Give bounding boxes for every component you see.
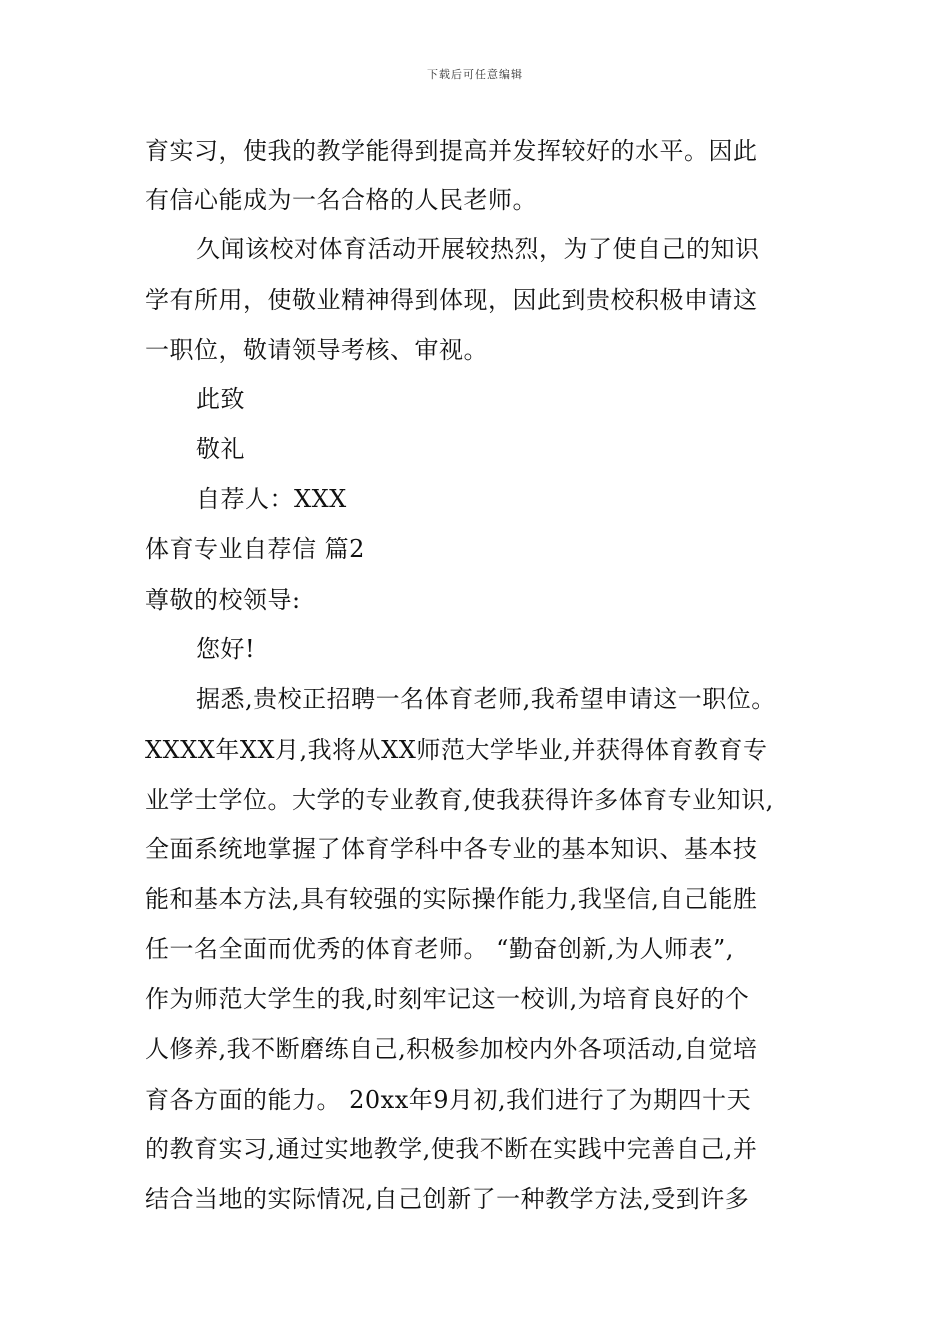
text-line: 结合当地的实际情况,自己创新了一种教学方法,受到许多 <box>145 1185 750 1213</box>
text-line: 久闻该校对体育活动开展较热烈，为了使自己的知识 <box>196 235 760 263</box>
text-line: 育实习，使我的教学能得到提高并发挥较好的水平。因此 <box>145 137 758 165</box>
text-line: 据悉,贵校正招聘一名体育老师,我希望申请这一职位。 <box>196 685 776 713</box>
section-title: 体育专业自荐信 篇2 <box>145 535 365 563</box>
text-line: 作为师范大学生的我,时刻牢记这一校训,为培育良好的个 <box>145 985 750 1013</box>
text-line: 学有所用，使敬业精神得到体现，因此到贵校积极申请这 <box>145 286 758 314</box>
text-line: 人修养,我不断磨练自己,积极参加校内外各项活动,自觉培 <box>145 1035 758 1063</box>
signature-line: 自荐人：XXX <box>196 485 347 513</box>
text-line: 的教育实习,通过实地教学,使我不断在实践中完善自己,并 <box>145 1135 758 1163</box>
closing-regards: 敬礼 <box>196 435 245 463</box>
closing-salutation: 此致 <box>196 385 245 413</box>
text-line: 全面系统地掌握了体育学科中各专业的基本知识、基本技 <box>145 835 758 863</box>
text-line: 任一名全面而优秀的体育老师。 “勤奋创新,为人师表”, <box>145 935 734 963</box>
page-header-note: 下载后可任意编辑 <box>427 68 523 81</box>
text-line: XXXX年XX月,我将从XX师范大学毕业,并获得体育教育专 <box>145 736 768 764</box>
text-line: 一职位，敬请领导考核、审视。 <box>145 336 488 364</box>
text-line: 育各方面的能力。 20xx年9月初,我们进行了为期四十天 <box>145 1086 752 1114</box>
text-line: 业学士学位。大学的专业教育,使我获得许多体育专业知识, <box>145 786 774 814</box>
greeting-recipient: 尊敬的校领导: <box>145 586 301 614</box>
text-line: 有信心能成为一名合格的人民老师。 <box>145 186 537 214</box>
text-line: 能和基本方法,具有较强的实际操作能力,我坚信,自己能胜 <box>145 885 758 913</box>
greeting: 您好! <box>196 635 256 663</box>
